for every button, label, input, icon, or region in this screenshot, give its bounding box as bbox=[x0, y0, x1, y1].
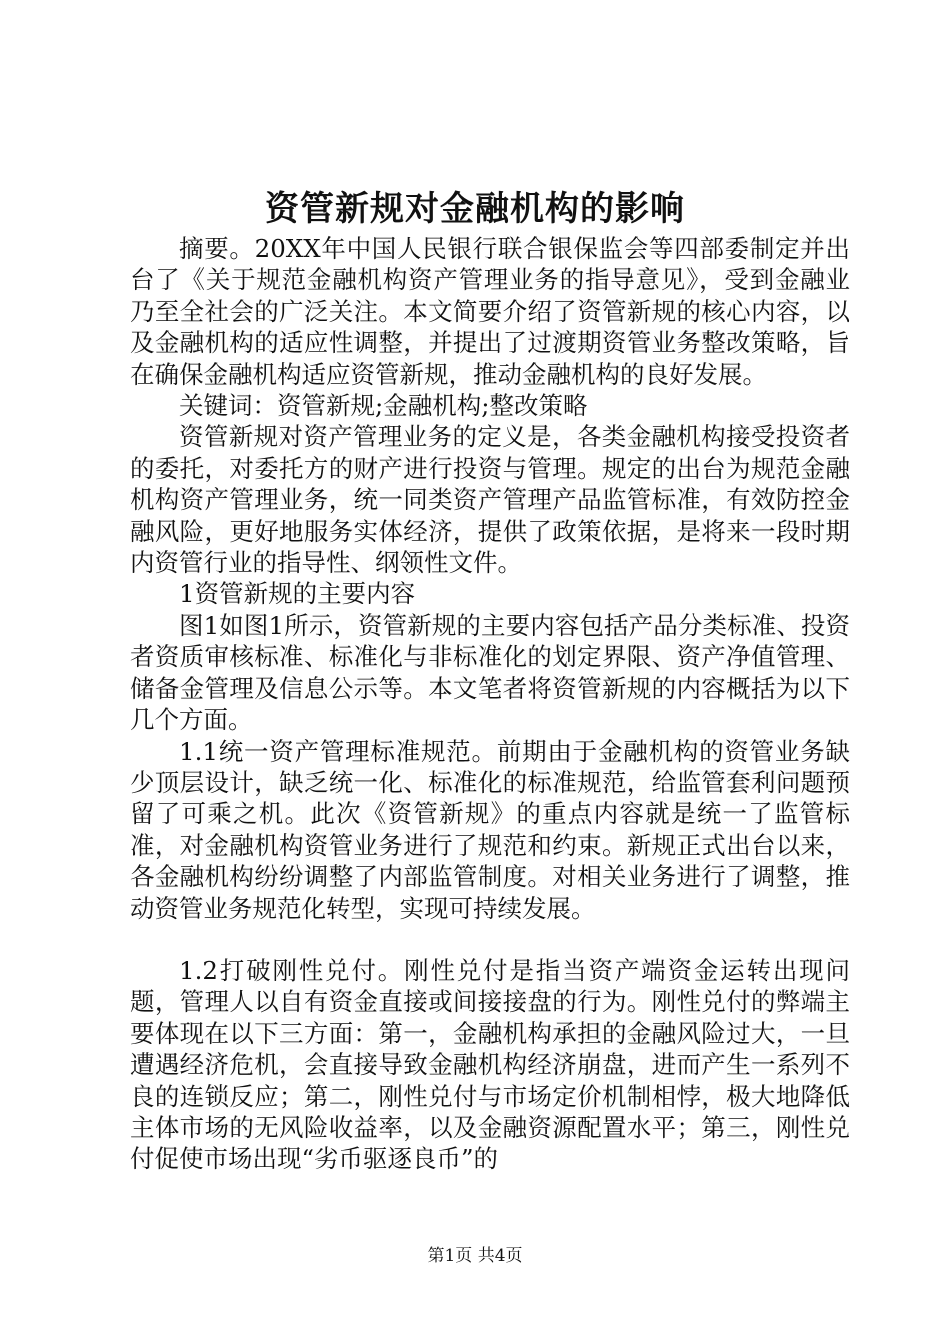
figure-paragraph: 图1如图1所示，资管新规的主要内容包括产品分类标准、投资者资质审核标准、标准化与非标准化的划定界限、资产净值管理、储备金管理及信息公示等。本文笔者将资管新规的内容概括为以下几个方面。 bbox=[130, 610, 850, 735]
document-title: 资管新规对金融机构的影响 bbox=[265, 189, 685, 229]
section-1-2-paragraph: 1.2打破刚性兑付。刚性兑付是指当资产端资金运转出现问题，管理人以自有资金直接或间接接盘的行为。刚性兑付的弊端主要体现在以下三方面：第一，金融机构承担的金融风险过大，一旦遭遇经济危机，会直接导致金融机构经济崩盘，进而产生一系列不良的连锁反应；第二，刚性兑付与市场定价机制相悖，极大地降低主体市场的无风险收益率，以及金融资源配置水平；第三，刚性兑付促使市场出现“劣币驱逐良币”的 bbox=[130, 955, 850, 1174]
section-1-1-paragraph: 1.1统一资产管理标准规范。前期由于金融机构的资管业务缺少顶层设计，缺乏统一化、标准化的标准规范，给监管套利问题预留了可乘之机。此次《资管新规》的重点内容就是统一了监管标准，对金融机构资管业务进行了规范和约束。新规正式出台以来，各金融机构纷纷调整了内部监管制度。对相关业务进行了调整，推动资管业务规范化转型，实现可持续发展。 bbox=[130, 736, 850, 923]
section-heading-1: 1资管新规的主要内容 bbox=[179, 579, 416, 609]
document-body bbox=[130, 233, 850, 1175]
abstract-paragraph: 摘要。20XX年中国人民银行联合银保监会等四部委制定并出台了《关于规范金融机构资产管理业务的指导意见》，受到金融业乃至全社会的广泛关注。本文简要介绍了资管新规的核心内容，以及金融机构的适应性调整，并提出了过渡期资管业务整改策略，旨在确保金融机构适应资管新规，推动金融机构的良好发展。 bbox=[130, 234, 850, 389]
intro-paragraph: 资管新规对资产管理业务的定义是，各类金融机构接受投资者的委托，对委托方的财产进行投资与管理。规定的出台为规范金融机构资产管理业务，统一同类资产管理产品监管标准，有效防控金融风险，更好地服务实体经济，提供了政策依据，是将来一段时期内资管行业的指导性、纲领性文件。 bbox=[130, 422, 850, 578]
keywords-paragraph: 关键词：资管新规;金融机构;整改策略 bbox=[179, 391, 588, 421]
page-footer: 第1页 共4页 bbox=[427, 1246, 523, 1266]
